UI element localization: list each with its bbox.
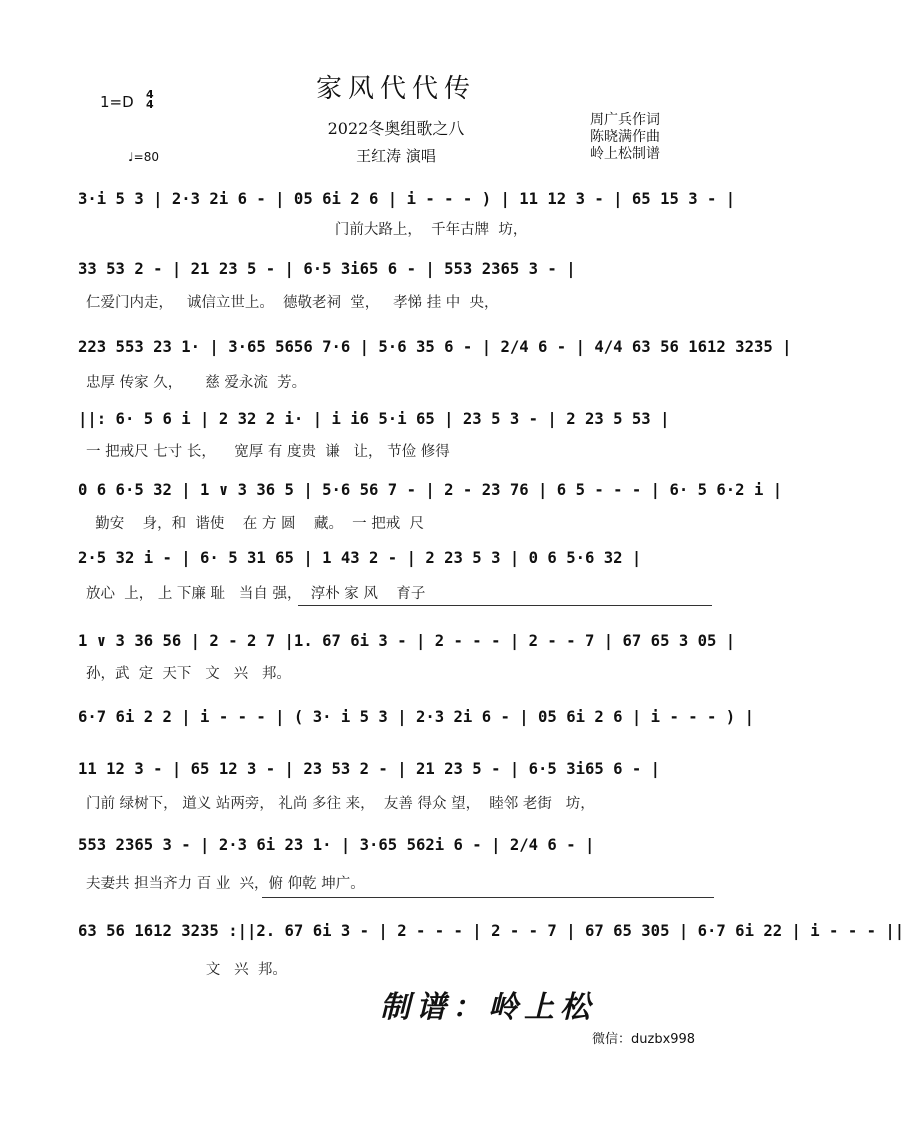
notation-row: ||: 6· 5 6 i | 2 32 2 i· | i i6 5·i 65 | 23 5 3 - | 2 23 5 53 | (78, 410, 670, 428)
lyric-row: 夫妻共 担当齐力 百 业 兴，俯 仰乾 坤广。 (86, 876, 365, 892)
lyric-row: 门前大路上， 千年古牌 坊， (86, 222, 528, 238)
lyric-row: 勤安 身，和 谐使 在 方 圆 藏。 一 把戒 尺 (86, 516, 425, 532)
notation-row: 553 2365 3 - | 2·3 6i 23 1· | 3·65 562i 6 - | 2/4 6 - | (78, 836, 595, 854)
time-signature-top: 4 (146, 88, 154, 101)
lyric-row: 孙，武 定 天下 文 兴 邦。 (86, 666, 291, 682)
lyric-row: 一 把戒尺 七寸 长， 宽厚 有 度贵 谦 让， 节俭 修得 (86, 444, 450, 460)
composer-credit: 陈晓满作曲 (590, 129, 660, 145)
notation-row: 33 53 2 - | 21 23 5 - | 6·5 3i65 6 - | 553 2365 3 - | (78, 260, 576, 278)
notation-row: 6·7 6i 2 2 | i - - - | ( 3· i 5 3 | 2·3 2i 6 - | 05 6i 2 6 | i - - - ) | (78, 708, 754, 726)
first-ending-bracket (298, 605, 712, 606)
notation-row: 2·5 32 i - | 6· 5 31 65 | 1 43 2 - | 2 23 5 3 | 0 6 5·6 32 | (78, 549, 642, 567)
notation-row: 1 ∨ 3 36 56 | 2 - 2 7 |1. 67 6i 3 - | 2 - - - | 2 - - 7 | 67 65 3 05 | (78, 632, 736, 650)
lyric-row: 门前 绿树下， 道义 站两旁， 礼尚 多往 来， 友善 得众 望， 睦邻 老街 坊， (86, 796, 595, 812)
notation-row: 223 553 23 1· | 3·65 5656 7·6 | 5·6 35 6 - | 2/4 6 - | 4/4 63 56 1612 3235 | (78, 338, 792, 356)
notation-row: 11 12 3 - | 65 12 3 - | 23 53 2 - | 21 23 5 - | 6·5 3i65 6 - | (78, 760, 661, 778)
notation-row: 3·i 5 3 | 2·3 2i 6 - | 05 6i 2 6 | i - - - ) | 11 12 3 - | 65 15 3 - | (78, 190, 736, 208)
lyric-row: 仁爱门内走， 诚信立世上。 德敬老祠 堂， 孝悌 挂 中 央， (86, 295, 499, 311)
subtitle: 2022冬奥组歌之八 (327, 119, 465, 138)
notation-row: 0 6 6·5 32 | 1 ∨ 3 36 5 | 5·6 56 7 - | 2 - 23 76 | 6 5 - - - | 6· 5 6·2 i | (78, 481, 783, 499)
time-signature (146, 90, 154, 110)
time-signature-bottom: 4 (146, 98, 154, 111)
singer-credit: 王红涛 演唱 (356, 147, 436, 165)
notation-row: 63 56 1612 3235 :||2. 67 6i 3 - | 2 - - - | 2 - - 7 | 67 65 305 | 6·7 6i 22 | i - - - || (78, 922, 904, 940)
engraver-signature: 制谱：岭上松 (380, 990, 596, 1025)
lyric-row: 忠厚 传家 久， 慈 爱永流 芳。 (86, 375, 307, 391)
wechat-id: 微信：duzbx998 (592, 1032, 696, 1047)
credits-block (590, 112, 660, 163)
engraver-credit: 岭上松制谱 (590, 146, 660, 162)
tempo-mark: ♩=80 (128, 150, 159, 164)
key-signature: 1=D (100, 93, 134, 111)
lyric-row: 文 兴 邦。 (86, 962, 287, 978)
song-title: 家风代代传 (315, 74, 476, 104)
second-ending-bracket (262, 897, 714, 898)
lyric-row: 放心 上， 上 下廉 耻 当自 强， 淳朴 家 风 育子 (86, 586, 426, 602)
lyricist-credit: 周广兵作词 (590, 112, 660, 128)
